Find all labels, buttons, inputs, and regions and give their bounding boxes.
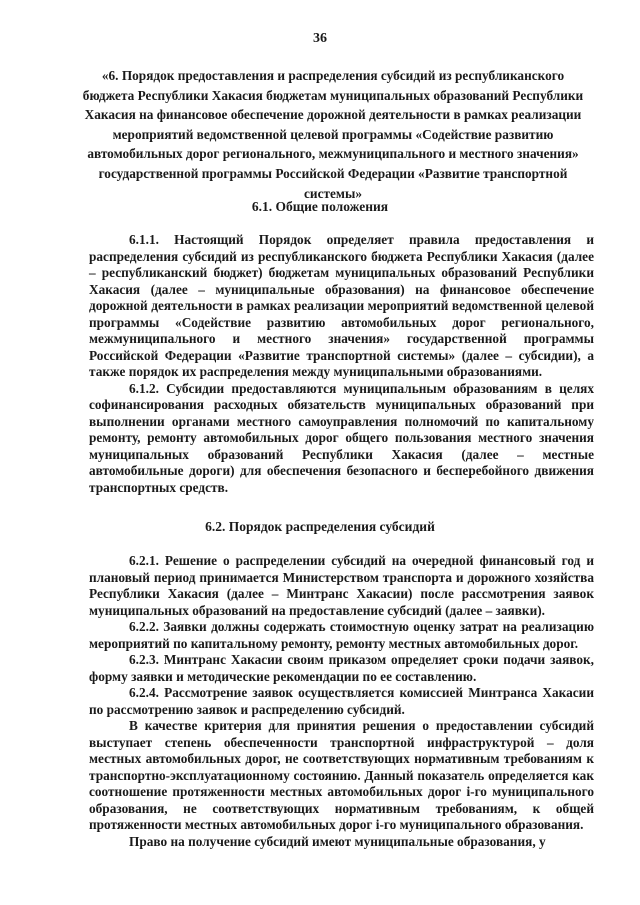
section-heading-general: 6.1. Общие положения [251, 199, 389, 214]
paragraph-6-1-1: 6.1.1. Настоящий Порядок определяет правила предоставления и распределения субсидий из республиканского бюджета Республики Хакасия (далее – республиканский бюджет) бюджетам муниципальных образований Республики Хакасия (далее – муниципальные образования) на финансовое обеспечение дорожной деятельности в рамках реализации мероприятий ведомственной целевой программы «Содействие развитию автомобильных дорог регионального, межмуниципального и местного значения» государственной программы Российской Федерации «Развитие транспортной системы» (далее – субсидии), а также порядок их распределения между муниципальными образованиями. [89, 232, 594, 379]
paragraph-criteria: В качестве критерия для принятия решения о предоставлении субсидий выступает степень обеспеченности транспортной инфраструктурой – доля местных автомобильных дорог, не соответствующих нормативным требованиям к транспортно-эксплуатационному состоянию. Данный показатель определяется как соотношение протяженности местных автомобильных дорог i-го муниципального образования, не соответствующих нормативным требованиям, к общей протяженности местных автомобильных дорог i-го муниципального образования. [89, 718, 594, 832]
paragraph-6-2-1: 6.2.1. Решение о распределении субсидий на очередной финансовый год и плановый период принимается Министерством транспорта и дорожного хозяйства Республики Хакасия (далее – Минтранс Хакасии) после рассмотрения заявок муниципальных образований на предоставление субсидий (далее – заявки). [89, 553, 594, 618]
section-body-general [89, 232, 594, 496]
paragraph-6-2-2: 6.2.2. Заявки должны содержать стоимостную оценку затрат на реализацию мероприятий по капитальному ремонту, ремонту местных автомобильных дорог. [89, 619, 594, 651]
paragraph-6-1-2: 6.1.2. Субсидии предоставляются муниципальным образованиям в целях софинансирования расходных обязательств муниципальных образований при выполнении органами местного самоуправления полномочий по капитальному ремонту, ремонту автомобильных дорог общего пользования местного значения муниципальных образований Республики Хакасия (далее – местные автомобильные дороги) для обеспечения безопасного и бесперебойного движения транспортных средств. [89, 380, 594, 495]
paragraph-eligibility: Право на получение субсидий имеют муниципальные образования, у [129, 833, 546, 849]
paragraph-6-2-3: 6.2.3. Минтранс Хакасии своим приказом определяет сроки подачи заявок, форму заявки и методические рекомендации по ее составлению. [89, 652, 594, 684]
section-body-distribution [89, 553, 594, 850]
section-heading-distribution: 6.2. Порядок распределения субсидий [205, 519, 435, 534]
page-number: 36 [313, 31, 327, 46]
document-title: «6. Порядок предоставления и распределения субсидий из республиканского бюджета Республики Хакасия бюджетам муниципальных образований Республики Хакасия на финансовое обеспечение дорожной деятельности в рамках реализации мероприятий ведомственной целевой программы «Содействие развитию автомобильных дорог регионального, межмуниципального и местного значения» государственной программы Российской Федерации «Развитие транспортной системы» [82, 68, 584, 201]
paragraph-6-2-4: 6.2.4. Рассмотрение заявок осуществляется комиссией Минтранса Хакасии по рассмотрению заявок и распределению субсидий. [89, 685, 594, 717]
